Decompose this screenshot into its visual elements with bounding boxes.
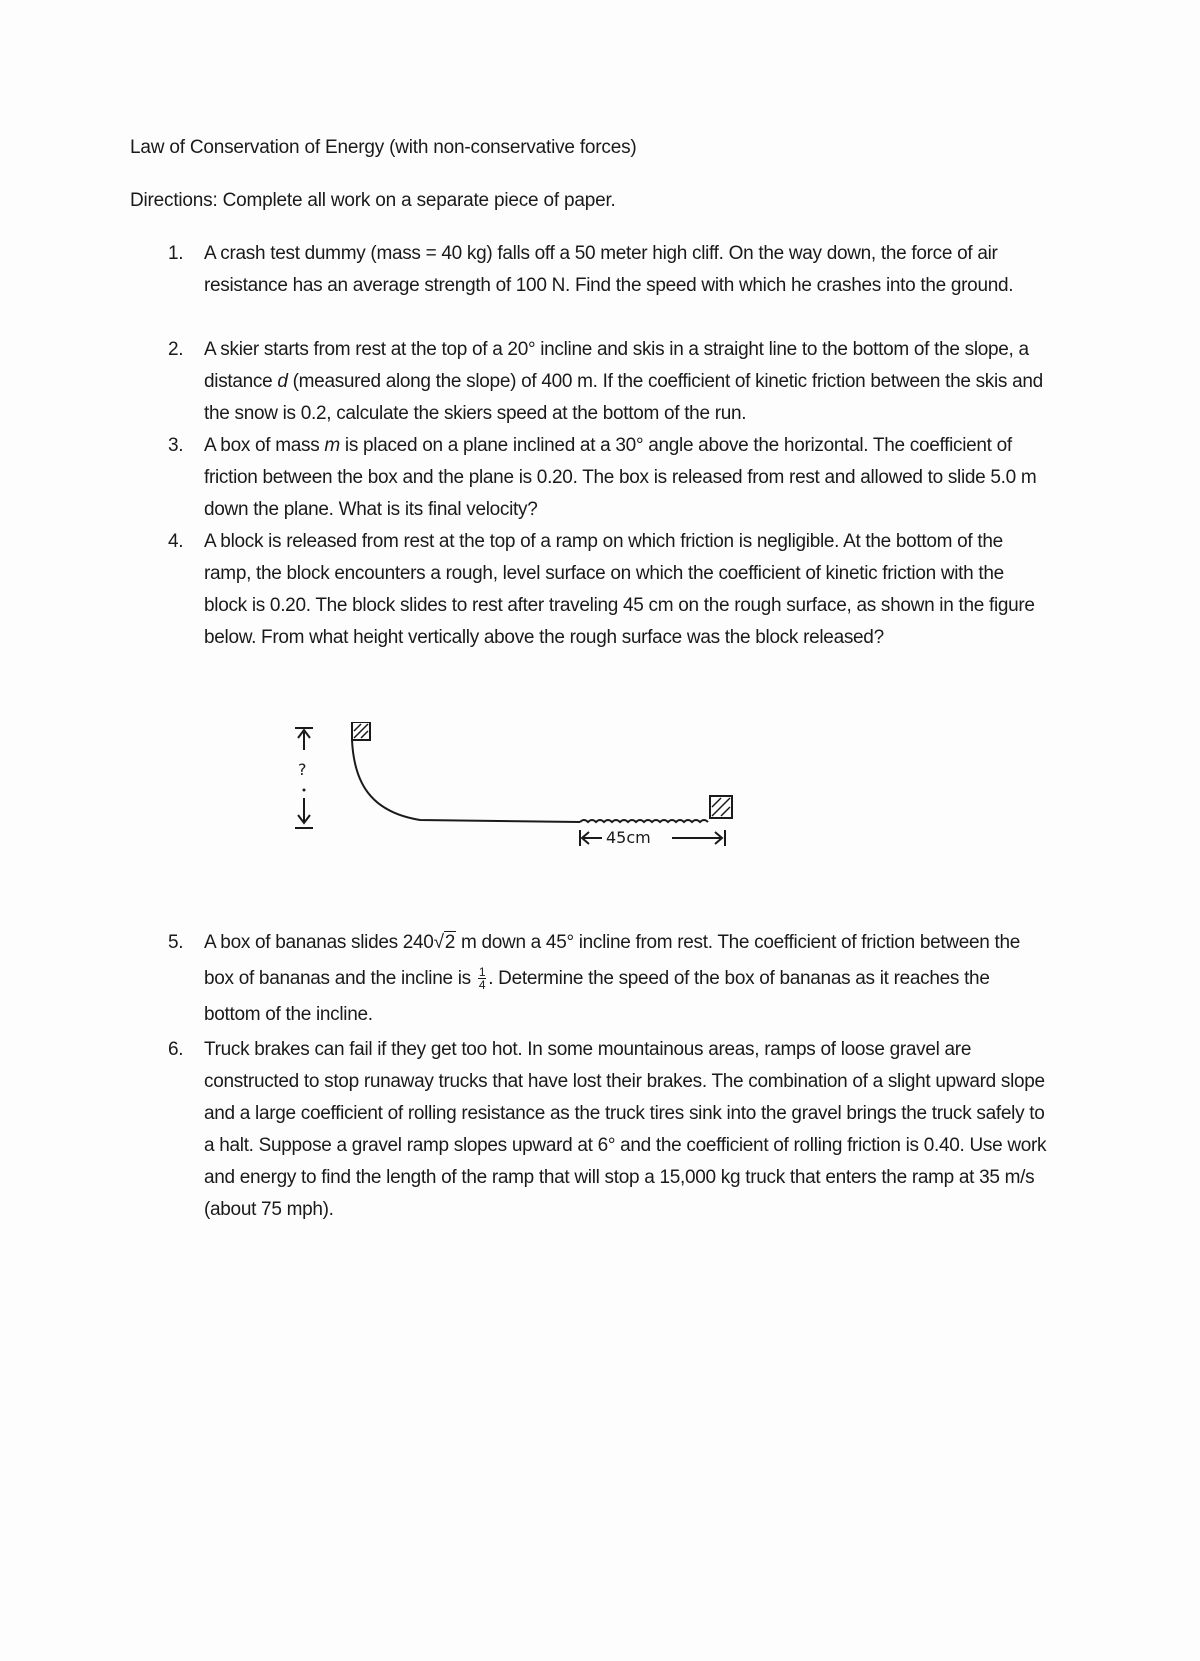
problem-number: 6. [168, 1039, 184, 1060]
problem-number: 3. [168, 435, 184, 456]
problem-text-part: A box of mass [204, 435, 325, 456]
problem-text: A block is released from rest at the top of a ramp on which friction is negligible. At the bottom of the ramp, the block encounters a rough, level surface on which the coefficient of kinetic friction with the block is 0.20. The block slides to rest after traveling 45 cm on the rough surface, as shown in the figure below. From what height vertically above the rough surface was the block released? [204, 531, 1035, 648]
end-block-hatch [712, 798, 721, 807]
problem-6 [168, 1034, 1048, 1226]
top-block-hatch [354, 724, 368, 738]
problem-1 [168, 238, 1048, 302]
problem-number: 1. [168, 243, 184, 264]
ramp-diagram [280, 722, 800, 902]
problem-number: 5. [168, 932, 184, 953]
problem-2 [168, 334, 1048, 430]
problem-5 [168, 925, 1048, 1033]
problem-number: 4. [168, 531, 184, 552]
ramp-figure [280, 722, 800, 902]
problem-text [204, 925, 1048, 1033]
problem-text-part: . Determine the speed of the box of bananas as it reaches the bottom of the incline. [204, 968, 990, 1025]
height-dot [303, 789, 306, 792]
problem-text [204, 430, 1048, 526]
problem-text: A crash test dummy (mass = 40 kg) falls off a 50 meter high cliff. On the way down, the force of air resistance has an average strength of 100 N. Find the speed with which he crashes into the ground. [204, 243, 1014, 296]
directions: Directions: Complete all work on a separate piece of paper. [130, 190, 616, 211]
rough-surface [580, 820, 708, 822]
end-block-hatch [721, 807, 730, 816]
sqrt-symbol: √ [433, 932, 444, 953]
problem-text: Truck brakes can fail if they get too hot. In some mountainous areas, ramps of loose gravel are constructed to stop runaway trucks that have lost their brakes. The combination of a slight upward slope and a large coefficient of rolling resistance as the truck tires sink into the gravel brings the truck safely to a halt. Suppose a gravel ramp slopes upward at 6° and the coefficient of rolling friction is 0.40. Use work and energy to find the length of the ramp that will stop a 15,000 kg truck that enters the ramp at 35 m/s (about 75 mph). [204, 1039, 1047, 1220]
problem-text-part: (measured along the slope) of 400 m. If the coefficient of kinetic friction between the skis and the snow is 0.2, calculate the skiers speed at the bottom of the run. [204, 371, 1043, 424]
problem-text-part: A skier starts from rest at the top of a 20° incline and skis in a straight line to the bottom of the slope, a distance [204, 339, 1029, 392]
ramp-curve [352, 740, 580, 822]
variable-m: m [324, 435, 340, 456]
problem-text-part: m down a 45° incline from rest. The coefficient of friction between the box of bananas and the incline is [204, 932, 1021, 989]
sqrt-value: 2 [444, 932, 455, 953]
variable-d: d [277, 371, 288, 392]
problem-number: 2. [168, 339, 184, 360]
end-block-hatch [712, 798, 730, 816]
fraction-numerator: 1 [478, 965, 486, 980]
top-block-hatch [361, 731, 368, 738]
problem-text-part: A box of bananas slides 240 [204, 932, 434, 953]
fraction-one-quarter [478, 966, 486, 991]
problem-text-part: is placed on a plane inclined at a 30° angle above the horizontal. The coefficient of friction between the box and the plane is 0.20. The box is released from rest and allowed to slide 5.0 m down the plane. What is its final velocity? [204, 435, 1037, 520]
problem-4 [168, 526, 1048, 654]
page-title: Law of Conservation of Energy (with non-conservative forces) [130, 137, 637, 158]
problem-text [204, 334, 1048, 430]
distance-label: 45cm [606, 828, 651, 847]
fraction-denominator: 4 [478, 978, 486, 993]
top-block-hatch [354, 724, 361, 731]
problem-3 [168, 430, 1048, 526]
height-label: ? [298, 760, 307, 779]
